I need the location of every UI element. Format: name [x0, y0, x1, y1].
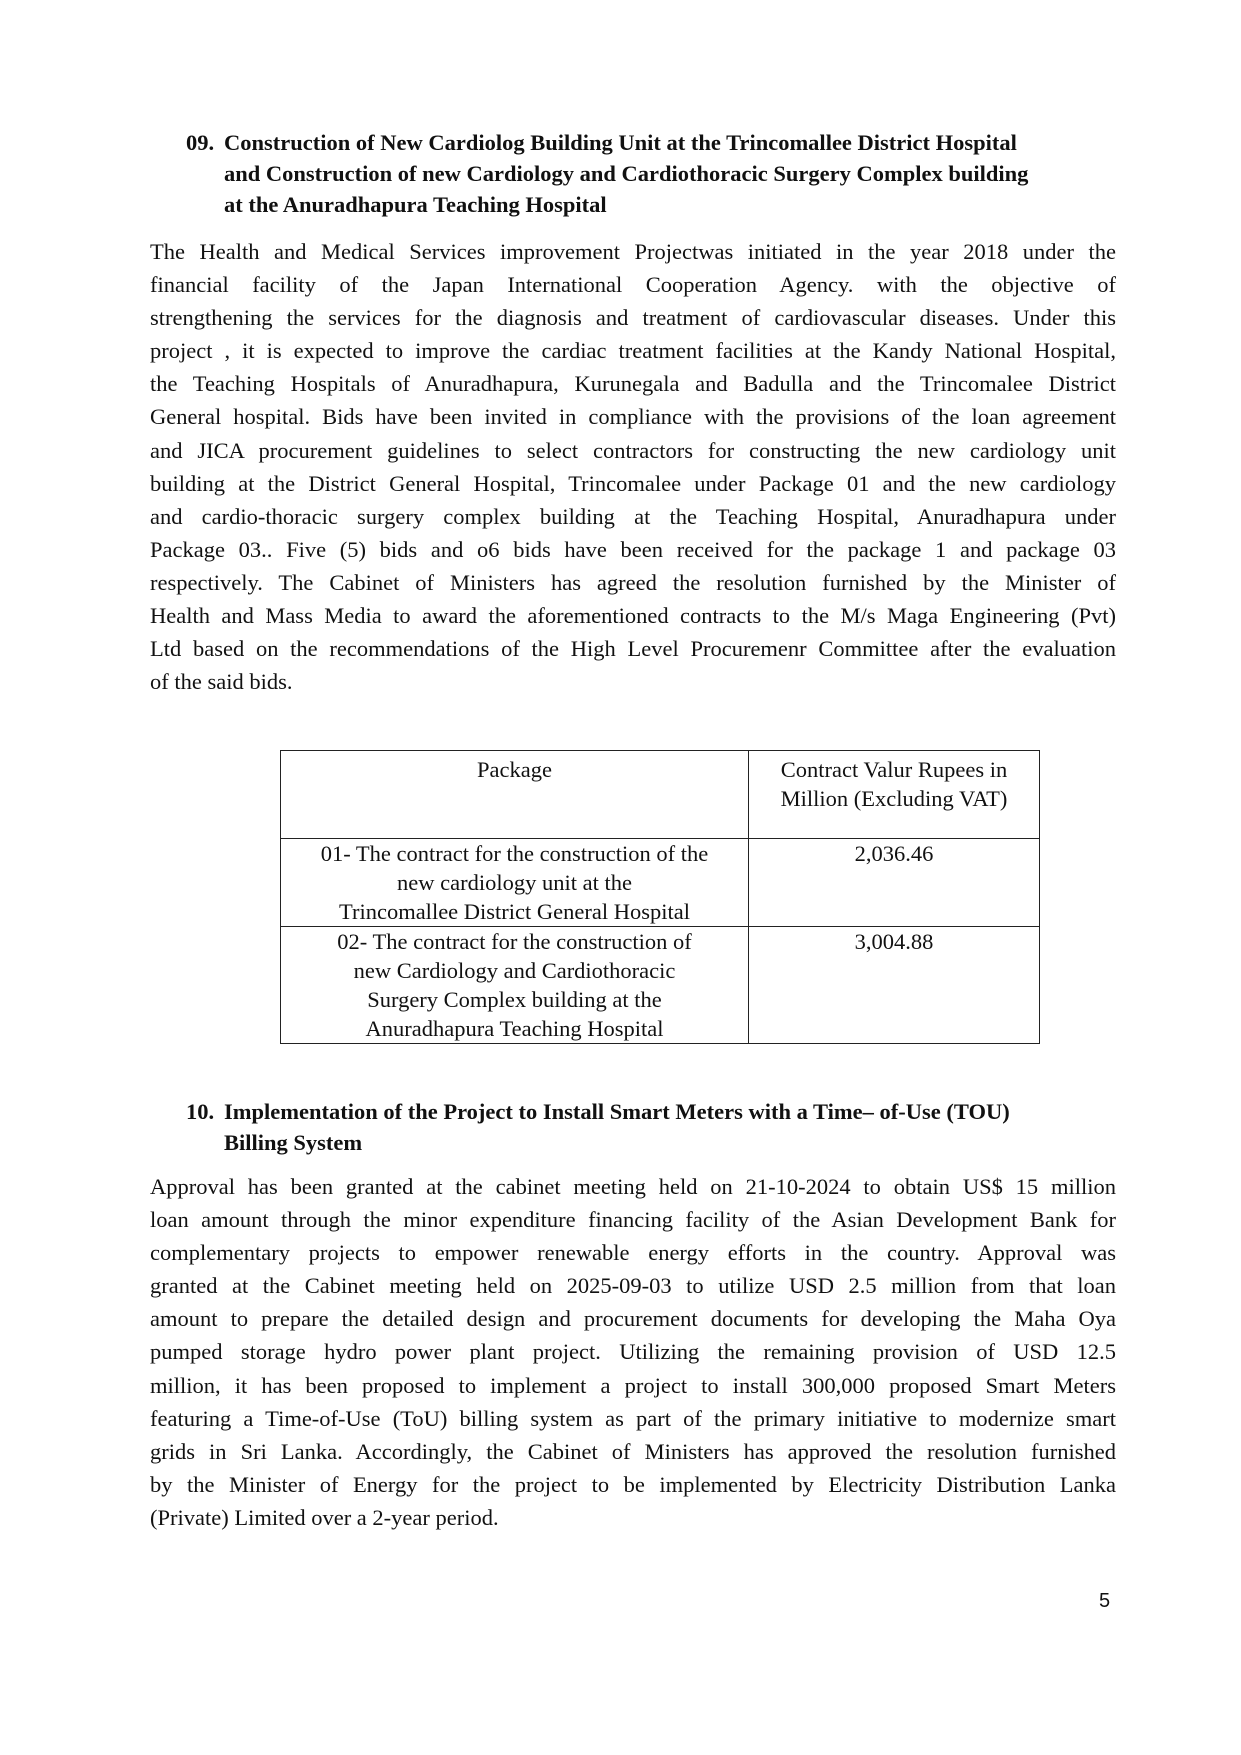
body-line: building at the District General Hospital, Trincomalee under Package 01 and the new cardiology — [150, 470, 1116, 496]
body-line: pumped storage hydro power plant project. Utilizing the remaining provision of USD 12.5 — [150, 1339, 1116, 1365]
section-9-title-line-1: 09. Construction of New Cardiolog Building Unit at the Trincomallee District Hospital — [186, 127, 1116, 158]
body-line: (Private) Limited over a 2-year period. — [150, 1504, 499, 1530]
body-line: of the said bids. — [150, 669, 293, 695]
body-line: grids in Sri Lanka. Accordingly, the Cabinet of Ministers has approved the resolution furnished — [150, 1438, 1116, 1464]
section-9-title-line-3: at the Anuradhapura Teaching Hospital — [224, 192, 607, 217]
page-number: 5 — [1099, 1590, 1111, 1612]
body-line: Approval has been granted at the cabinet meeting held on 21-10-2024 to obtain US$ 15 million — [150, 1174, 1116, 1199]
section-10-body — [150, 1170, 1116, 1534]
body-line: by the Minister of Energy for the project to be implemented by Electricity Distribution Lanka — [150, 1471, 1116, 1497]
body-line: featuring a Time-of-Use (ToU) billing system as part of the primary initiative to modernize smart — [150, 1405, 1116, 1431]
header-package: Package — [281, 751, 749, 839]
body-line: project , it is expected to improve the cardiac treatment facilities at the Kandy National Hospital, — [150, 338, 1116, 364]
section-9-title-line-2: and Construction of new Cardiology and Cardiothoracic Surgery Complex building — [224, 161, 1029, 186]
body-line: financial facility of the Japan International Cooperation Agency. with the objective of — [150, 272, 1116, 298]
body-line: amount to prepare the detailed design and procurement documents for developing the Maha Oya — [150, 1306, 1116, 1332]
package-cell: 02- The contract for the construction of new Cardiology and Cardiothoracic Surgery Complex building at the Anuradhapura Teaching Hospital — [281, 927, 749, 1044]
header-contract-value: Contract Valur Rupees in Million (Excluding VAT) — [749, 751, 1040, 839]
package-cell: 01- The contract for the construction of the new cardiology unit at the Trincomallee District General Hospital — [281, 839, 749, 927]
body-line: granted at the Cabinet meeting held on 2025-09-03 to utilize USD 2.5 million from that loan — [150, 1273, 1116, 1299]
section-10-title-line-1: 10. Implementation of the Project to Install Smart Meters with a Time– of-Use (TOU) — [186, 1096, 1116, 1127]
section-9-heading — [186, 127, 1116, 220]
body-line: and cardio-thoracic surgery complex building at the Teaching Hospital, Anuradhapura under — [150, 503, 1116, 529]
section-10-number: 10. — [186, 1099, 215, 1124]
body-line: and JICA procurement guidelines to select contractors for constructing the new cardiology unit — [150, 437, 1116, 463]
body-line: loan amount through the minor expenditure financing facility of the Asian Development Bank for — [150, 1207, 1116, 1233]
body-line: respectively. The Cabinet of Ministers has agreed the resolution furnished by the Minister of — [150, 569, 1116, 595]
body-line: strengthening the services for the diagnosis and treatment of cardiovascular diseases. Under this — [150, 305, 1116, 331]
section-10-title-line-2: Billing System — [224, 1130, 363, 1155]
table-row — [281, 927, 1040, 1044]
body-line: the Teaching Hospitals of Anuradhapura, Kurunegala and Badulla and the Trincomalee District — [150, 371, 1116, 397]
section-9-body — [150, 235, 1116, 698]
table-header-row — [281, 751, 1040, 839]
value-cell: 3,004.88 — [749, 927, 1040, 1044]
table-row — [281, 839, 1040, 927]
body-line: Ltd based on the recommendations of the High Level Procuremenr Committee after the evaluation — [150, 636, 1116, 662]
value-cell: 2,036.46 — [749, 839, 1040, 927]
body-line: Health and Mass Media to award the aforementioned contracts to the M/s Maga Engineering (Pvt) — [150, 603, 1116, 629]
body-line: complementary projects to empower renewable energy efforts in the country. Approval was — [150, 1240, 1116, 1266]
contract-table — [280, 750, 1040, 1044]
section-9-number: 09. — [186, 130, 215, 155]
body-line: Package 03.. Five (5) bids and o6 bids have been received for the package 1 and package 03 — [150, 536, 1116, 562]
body-line: million, it has been proposed to implement a project to install 300,000 proposed Smart Meters — [150, 1372, 1116, 1398]
body-line: General hospital. Bids have been invited in compliance with the provisions of the loan agreement — [150, 404, 1116, 430]
body-line: The Health and Medical Services improvement Projectwas initiated in the year 2018 under the — [150, 239, 1116, 264]
section-10-heading — [186, 1096, 1116, 1158]
